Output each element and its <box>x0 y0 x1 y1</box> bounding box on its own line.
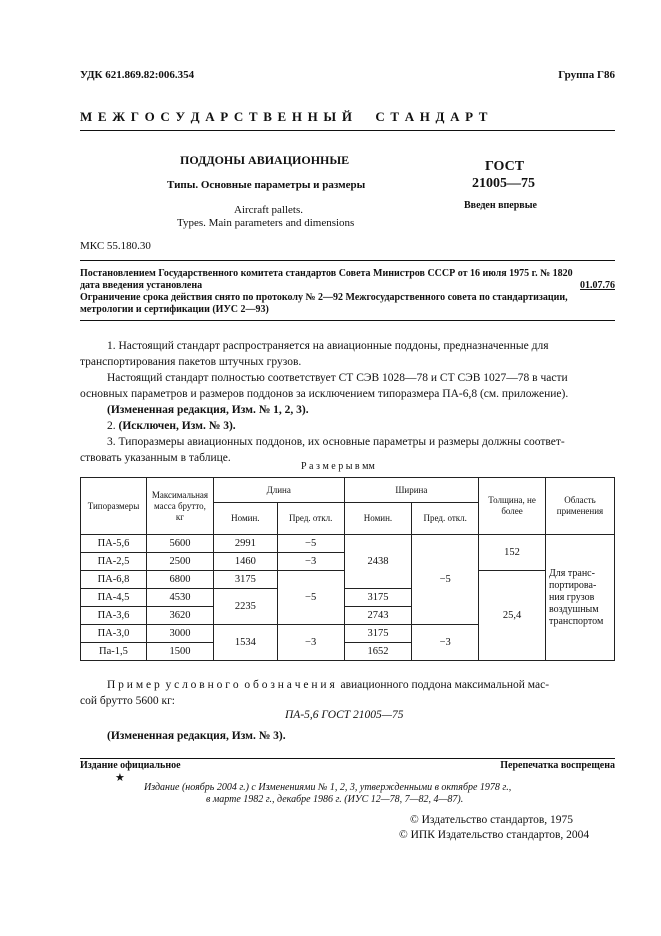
amendment-note-1: (Измененная редакция, Изм. № 1, 2, 3). <box>107 404 309 416</box>
paragraph-excluded <box>107 418 236 434</box>
paragraph-1a: 1. Настоящий стандарт распространяется на авиационные поддоны, предназначенные для <box>107 340 549 352</box>
udk-code: УДК 621.869.82:006.354 <box>80 69 195 81</box>
cell-length: 1460 <box>213 553 277 571</box>
cell-length-deviation-3: −3 <box>277 625 344 661</box>
official-edition: Издание официальное <box>80 760 181 771</box>
decree-line-1: Постановлением Государственного комитета стандартов Совета Министров СССР от 16 июля 1975 г. № 1820 <box>80 268 573 279</box>
effective-date: 01.07.76 <box>580 280 615 291</box>
table-caption: Р а з м е р ы в мм <box>301 461 375 472</box>
banner-rule <box>80 130 615 131</box>
header-width-nominal: Номин. <box>344 503 412 535</box>
decree-line-3: Ограничение срока действия снято по протоколу № 2—92 Межгосударственного совета по стандартизации, <box>80 292 568 303</box>
english-title-2: Types. Main parameters and dimensions <box>177 217 355 229</box>
copyright-2004: © ИПК Издательство стандартов, 2004 <box>399 829 590 841</box>
cell-length-1534: 1534 <box>213 625 277 661</box>
introduced-first: Введен впервые <box>464 200 537 211</box>
cell-thickness-25-4: 25,4 <box>479 571 546 661</box>
table-row <box>81 535 615 553</box>
cell-length-2235: 2235 <box>213 589 277 625</box>
cell-mass: 3000 <box>146 625 213 643</box>
cell-length-deviation: −5 <box>277 535 344 553</box>
cell-mass: 3620 <box>146 607 213 625</box>
header-length: Длина <box>213 478 344 503</box>
header-mass: Максимальная масса брутто, кг <box>146 478 213 535</box>
header-type: Типоразмеры <box>81 478 147 535</box>
header-length-nominal: Номин. <box>213 503 277 535</box>
star-icon: ★ <box>115 772 125 784</box>
cell-length-deviation-5: −5 <box>277 571 344 625</box>
cell-mass: 5600 <box>146 535 213 553</box>
mks-code: МКС 55.180.30 <box>80 240 151 252</box>
cell-width-deviation-5: −5 <box>412 535 479 625</box>
edition-note-1: Издание (ноябрь 2004 г.) с Изменениями № 1, 2, 3, утвержденными в октябре 1978 г., <box>144 782 512 793</box>
example-line-2: сой брутто 5600 кг: <box>80 695 175 707</box>
cell-length: 3175 <box>213 571 277 589</box>
cell-type: ПА-6,8 <box>81 571 147 589</box>
cell-type: Па-1,5 <box>81 643 147 661</box>
footer-rule <box>80 758 615 759</box>
reprint-prohibited: Перепечатка воспрещена <box>500 760 615 771</box>
cell-mass: 1500 <box>146 643 213 661</box>
header-area: Область применения <box>545 478 614 535</box>
cell-width: 3175 <box>344 625 412 643</box>
cell-width: 2743 <box>344 607 412 625</box>
decree-line-4: метрологии и сертификации (ИУС 2—93) <box>80 304 269 315</box>
amendment-note-3: (Измененная редакция, Изм. № 3). <box>107 730 286 742</box>
cell-mass: 2500 <box>146 553 213 571</box>
header-width-deviation: Пред. откл. <box>412 503 479 535</box>
example-line-1: П р и м е р у с л о в н о г о о б о з н а ч е н и я авиационного поддона максимальной мас- <box>107 679 550 691</box>
example-designation: ПА-5,6 ГОСТ 21005—75 <box>285 709 404 721</box>
paragraph-3b: ствовать указанным в таблице. <box>80 452 231 464</box>
english-title-1: Aircraft pallets. <box>234 204 304 216</box>
cell-type: ПА-2,5 <box>81 553 147 571</box>
cell-type: ПА-3,0 <box>81 625 147 643</box>
cell-application-area: Для транс-портирова-ния грузов воздушным транспортом <box>545 535 614 661</box>
document-title: ПОДДОНЫ АВИАЦИОННЫЕ <box>180 153 350 167</box>
paragraph-excluded-note: (Исключен, Изм. № 3). <box>118 420 236 432</box>
cell-type: ПА-4,5 <box>81 589 147 607</box>
header-width: Ширина <box>344 478 479 503</box>
edition-note-2: в марте 1982 г., декабре 1986 г. (ИУС 12—78, 7—82, 4—87). <box>206 794 464 805</box>
decree-rule <box>80 320 615 321</box>
cell-width: 3175 <box>344 589 412 607</box>
paragraph-3a: 3. Типоразмеры авиационных поддонов, их основные параметры и размеры должны соответ- <box>107 436 565 448</box>
header-length-deviation: Пред. откл. <box>277 503 344 535</box>
paragraph-1b: транспортирования пакетов штучных грузов. <box>80 356 302 368</box>
decree-line-2: дата введения установлена <box>80 280 203 291</box>
copyright-1975: © Издательство стандартов, 1975 <box>410 814 574 826</box>
cell-width: 1652 <box>344 643 412 661</box>
paragraph-2b: основных параметров и размеров поддонов за исключением типоразмера ПА-6,8 (см. приложение). <box>80 388 569 400</box>
interstate-standard-banner: М Е Ж Г О С У Д А Р С Т В Е Н Н Ы Й С Т А Н Д А Р Т <box>80 109 489 124</box>
cell-width-deviation-3: −3 <box>412 625 479 661</box>
cell-length: 2991 <box>213 535 277 553</box>
gost-number: 21005—75 <box>472 176 535 191</box>
cell-width-2438: 2438 <box>344 535 412 589</box>
group-code: Группа Г86 <box>558 69 615 81</box>
cell-type: ПА-3,6 <box>81 607 147 625</box>
cell-length-deviation: −3 <box>277 553 344 571</box>
mks-rule <box>80 260 615 261</box>
pallet-dimensions-table <box>80 477 615 661</box>
header-thickness: Толщина, не более <box>479 478 546 535</box>
cell-thickness-152: 152 <box>479 535 546 571</box>
document-subtitle: Типы. Основные параметры и размеры <box>167 179 366 191</box>
cell-mass: 4530 <box>146 589 213 607</box>
paragraph-2a: Настоящий стандарт полностью соответствует СТ СЭВ 1028—78 и СТ СЭВ 1027—78 в части <box>107 372 568 384</box>
cell-mass: 6800 <box>146 571 213 589</box>
gost-label: ГОСТ <box>485 159 525 174</box>
paragraph-excluded-number: 2. <box>107 420 116 432</box>
cell-type: ПА-5,6 <box>81 535 147 553</box>
